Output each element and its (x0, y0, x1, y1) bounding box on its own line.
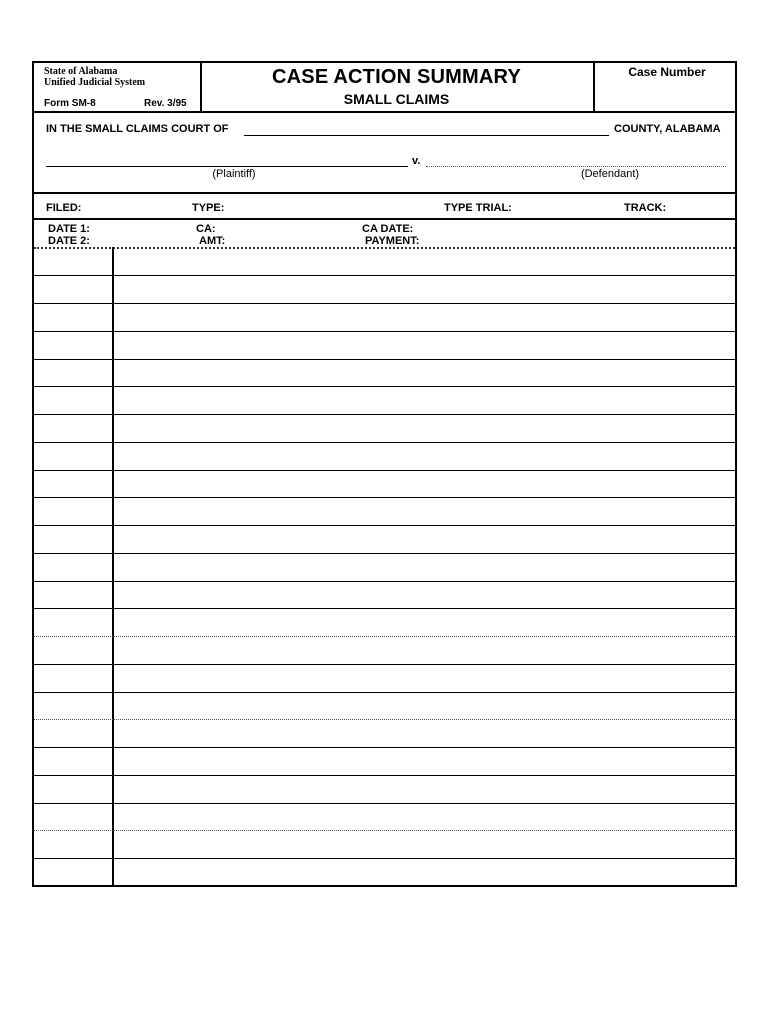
case-number-label: Case Number (628, 65, 706, 79)
form-frame (32, 61, 737, 887)
date2-label: DATE 2: (48, 235, 90, 247)
type-label: TYPE: (192, 202, 225, 214)
log-row[interactable] (34, 497, 735, 498)
amt-label: AMT: (199, 235, 226, 247)
log-row[interactable] (34, 442, 735, 443)
defendant-field[interactable] (426, 166, 726, 167)
date1-label: DATE 1: (48, 223, 90, 235)
state-name: State of Alabama (44, 66, 118, 77)
county-field[interactable] (244, 135, 609, 136)
log-row[interactable] (34, 553, 735, 554)
log-row[interactable] (34, 386, 735, 387)
case-number-box[interactable] (593, 63, 739, 111)
log-row[interactable] (34, 331, 735, 332)
log-row[interactable] (34, 359, 735, 360)
log-row[interactable] (34, 664, 735, 665)
log-row[interactable] (34, 747, 735, 748)
log-row[interactable] (34, 775, 735, 776)
log-row[interactable] (34, 581, 735, 582)
header-divider (34, 111, 735, 113)
judicial-system-name: Unified Judicial System (44, 77, 146, 88)
type-trial-label: TYPE TRIAL: (444, 202, 512, 214)
filed-label: FILED: (46, 202, 82, 214)
header-agency-block (34, 63, 202, 111)
log-header-divider (34, 247, 735, 249)
plaintiff-label: (Plaintiff) (212, 168, 256, 180)
log-row[interactable] (34, 608, 735, 609)
log-column-separator (112, 247, 114, 885)
versus-label: v. (412, 155, 421, 167)
plaintiff-field[interactable] (46, 166, 408, 167)
log-row[interactable] (34, 719, 735, 720)
court-suffix: COUNTY, ALABAMA (614, 123, 721, 135)
ca-label: CA: (196, 223, 216, 235)
payment-label: PAYMENT: (365, 235, 420, 247)
log-row[interactable] (34, 692, 735, 693)
fields-divider (34, 218, 735, 220)
log-row[interactable] (34, 275, 735, 276)
court-divider (34, 192, 735, 194)
log-row[interactable] (34, 525, 735, 526)
court-prefix: IN THE SMALL CLAIMS COURT OF (46, 123, 229, 135)
log-row[interactable] (34, 414, 735, 415)
log-row[interactable] (34, 858, 735, 859)
track-label: TRACK: (624, 202, 667, 214)
ca-date-label: CA DATE: (362, 223, 414, 235)
log-row[interactable] (34, 303, 735, 304)
log-row[interactable] (34, 636, 735, 637)
form-id: Form SM-8 (44, 98, 96, 109)
page-title: CASE ACTION SUMMARY (272, 66, 521, 88)
log-row[interactable] (34, 830, 735, 831)
defendant-label: (Defendant) (580, 168, 640, 180)
form-revision: Rev. 3/95 (144, 98, 187, 109)
log-row[interactable] (34, 803, 735, 804)
page-subtitle: SMALL CLAIMS (343, 91, 450, 107)
log-row[interactable] (34, 470, 735, 471)
